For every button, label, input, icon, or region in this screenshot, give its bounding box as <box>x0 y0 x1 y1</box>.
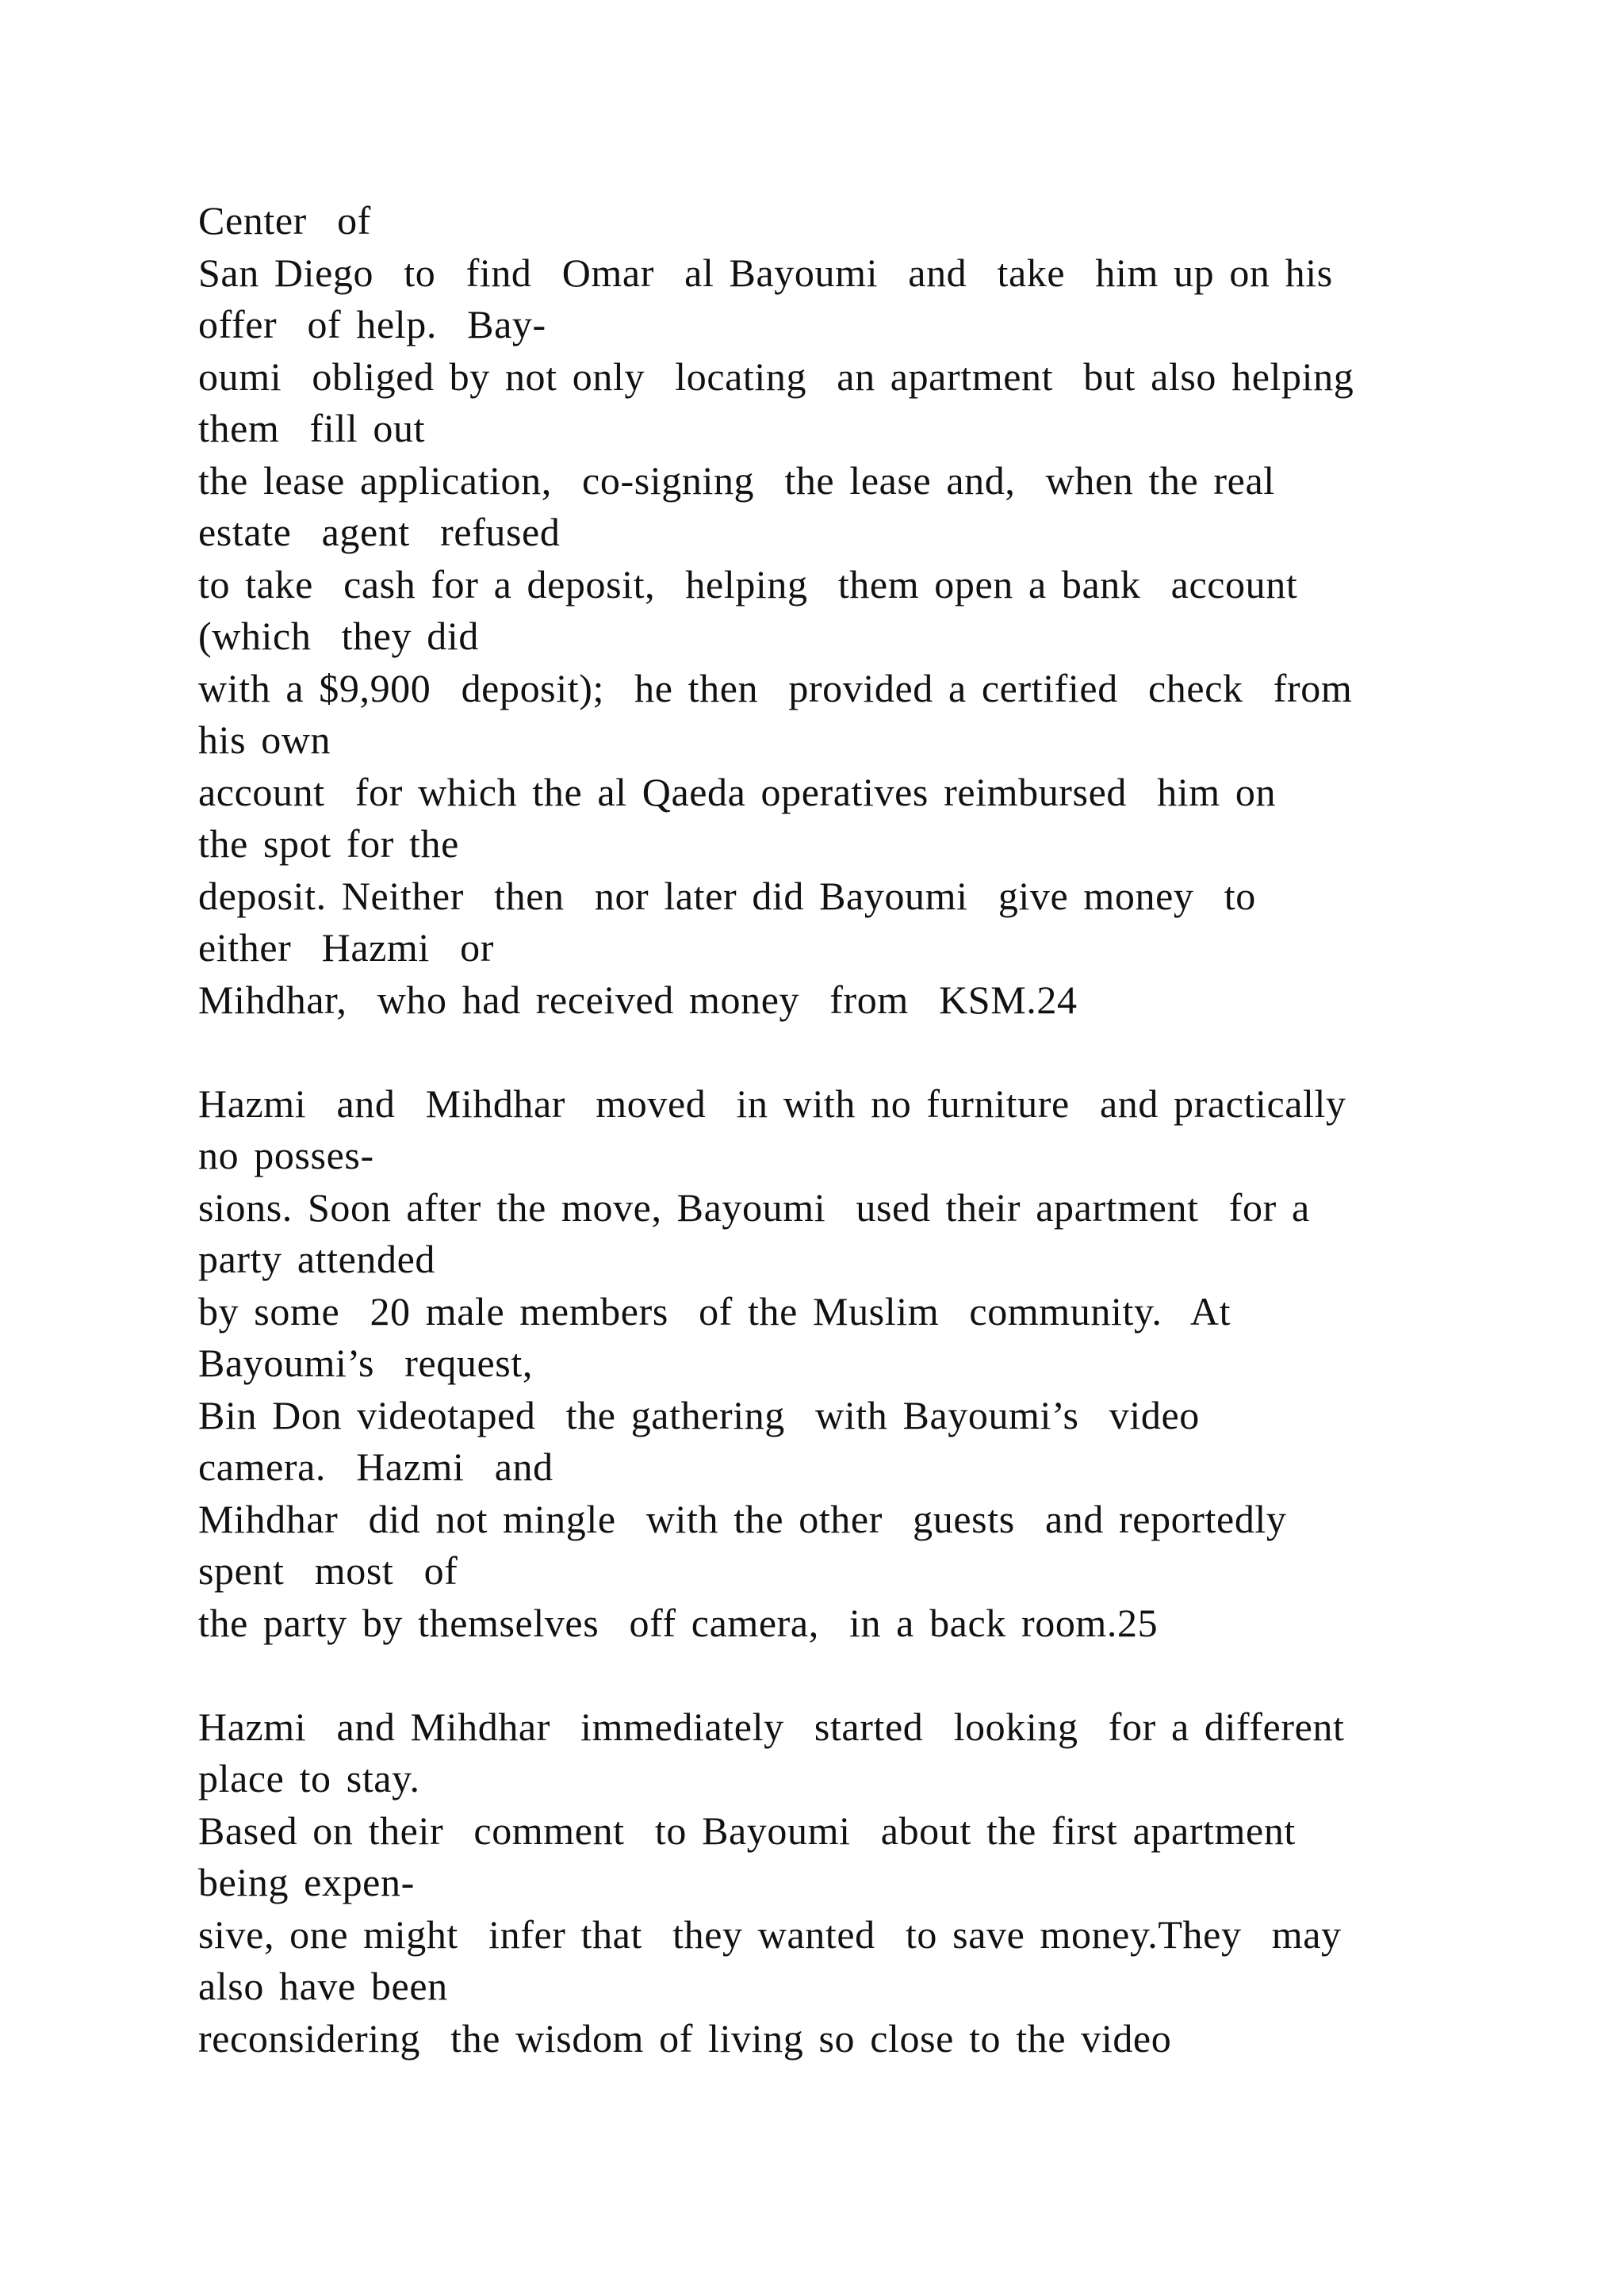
text-line: to take cash for a deposit, helping them open a bank account <box>198 561 1298 607</box>
text-line: camera. Hazmi and <box>198 1445 553 1489</box>
text-line: Mihdhar did not mingle with the other guests and reportedly <box>198 1496 1287 1541</box>
text-line: offer of help. Bay- <box>198 302 546 346</box>
document-text <box>198 195 1562 2064</box>
text-line: no posses- <box>198 1133 374 1177</box>
text-line: Mihdhar, who had received money from KSM.24 <box>198 977 1078 1022</box>
text-line: party attended <box>198 1237 435 1281</box>
text-line: estate agent refused <box>198 510 561 554</box>
text-line: with a $9,900 deposit); he then provided a certified check from <box>198 665 1353 710</box>
text-line: deposit. Neither then nor later did Bayoumi give money to <box>198 873 1256 918</box>
text-line: the spot for the <box>198 821 459 866</box>
text-line: Center of <box>198 198 371 243</box>
text-line: Hazmi and Mihdhar immediately started looking for a different <box>198 1704 1345 1749</box>
text-line: Bin Don videotaped the gathering with Bayoumi’s video <box>198 1392 1200 1437</box>
text-line: his own <box>198 718 331 762</box>
text-line: also have been <box>198 1964 448 2008</box>
text-line: the lease application, co-signing the lease and, when the real <box>198 457 1275 503</box>
blank-line <box>198 1649 1562 1701</box>
text-line: Based on their comment to Bayoumi about the first apartment <box>198 1808 1296 1853</box>
text-line: reconsidering the wisdom of living so close to the video <box>198 2015 1172 2061</box>
text-line: San Diego to find Omar al Bayoumi and take him up on his <box>198 250 1333 295</box>
text-line: either Hazmi or <box>198 925 494 970</box>
text-line: by some 20 male members of the Muslim community. At <box>198 1288 1231 1334</box>
text-line: Hazmi and Mihdhar moved in with no furniture and practically <box>198 1081 1346 1126</box>
text-line: (which they did <box>198 614 479 658</box>
blank-line <box>198 1026 1562 1078</box>
text-line: sions. Soon after the move, Bayoumi used their apartment for a <box>198 1184 1310 1230</box>
text-line: them fill out <box>198 406 426 450</box>
text-line: spent most of <box>198 1548 458 1593</box>
text-line: being expen- <box>198 1860 415 1904</box>
text-line: the party by themselves off camera, in a back room.25 <box>198 1600 1159 1645</box>
text-line: sive, one might infer that they wanted to save money.They may <box>198 1911 1342 1957</box>
text-line: account for which the al Qaeda operatives reimbursed him on <box>198 769 1277 814</box>
text-line: oumi obliged by not only locating an apartment but also helping <box>198 354 1354 399</box>
text-line: place to stay. <box>198 1756 420 1800</box>
text-line: Bayoumi’s request, <box>198 1341 533 1385</box>
